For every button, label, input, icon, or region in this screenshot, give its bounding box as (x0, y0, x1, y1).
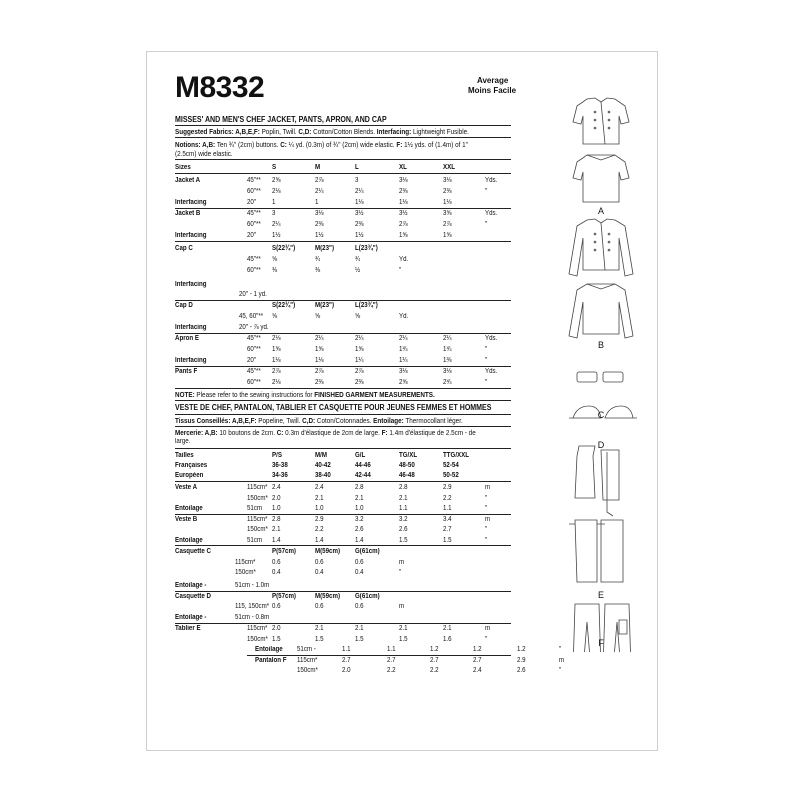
size-header: L(23¾") (355, 302, 378, 309)
yardage-value: 2¾ (443, 379, 452, 386)
fabric-width: 150cm* (247, 635, 268, 643)
yardage-value: 1 (315, 199, 319, 206)
yardage-value: 2¼ (399, 335, 408, 342)
view-label-a: A (597, 206, 604, 216)
yardage-value: 2.8 (355, 484, 364, 491)
fabric-width: 60"** (247, 346, 261, 353)
yardage-value: 2.7 (473, 656, 482, 664)
yardage-value: ⅝ (272, 256, 278, 263)
yardage-value: 1⅛ (272, 357, 281, 364)
yardage-value: 2⅛ (272, 379, 281, 386)
jacket-b-back-icon (569, 284, 633, 338)
yardage-value: 2⅜ (315, 379, 324, 386)
yardage-value: 2.2 (443, 494, 452, 502)
divider (175, 300, 511, 301)
yardage-value: 1⅝ (399, 232, 408, 239)
pattern-number: M8332 (175, 71, 265, 104)
size-header: XL (399, 164, 407, 171)
difficulty-french: Moins Facile (468, 86, 517, 95)
yardage-value: 2⅛ (272, 188, 281, 195)
yardage-value: 1⅝ (443, 232, 452, 239)
fabric-width: 115cm* (247, 625, 268, 632)
yardage-value: 2⅝ (272, 177, 281, 184)
title-french: VESTE DE CHEF, PANTALON, TABLIER ET CASQUETTE POUR JEUNES FEMMES ET HOMMES (175, 403, 492, 412)
unit: m (559, 656, 565, 664)
yardage-value: 2.2 (430, 667, 439, 674)
yardage-value: 2.4 (272, 484, 281, 491)
yardage-value: 0.6 (355, 558, 364, 566)
yardage-value: 2¼ (315, 188, 324, 195)
yardage-value: 0.6 (355, 603, 364, 610)
yardage-value: 1.5 (443, 536, 452, 544)
divider (175, 366, 511, 367)
row-label: Tablier E (175, 625, 201, 632)
notions-english: Notions: A,B: Ten ¾" (2cm) buttons. C: ¼ yd. (0.3m) of ¾" (2cm) wide elastic. F: 1½ yds. of (1.4m) of 1" (175, 140, 468, 149)
size-header: 34-36 (272, 472, 288, 479)
row-label: Entoilage - (175, 614, 207, 621)
size-header: L(23¾") (355, 245, 378, 252)
divider (247, 655, 511, 656)
yardage-value: 1½ (315, 232, 324, 239)
yardage-value: 1.1 (342, 646, 351, 653)
size-header: 36-38 (272, 462, 288, 469)
row-label: Interfacing (175, 232, 207, 239)
unit: " (559, 667, 562, 674)
notions-french-line2: large. (175, 438, 191, 445)
yardage-value: 1.0 (272, 505, 281, 512)
view-label-f: F (598, 638, 604, 648)
row-label: Interfacing (175, 199, 207, 206)
yardage-value: 1.2 (517, 646, 526, 653)
yardage-value: 2.9 (517, 656, 526, 664)
size-label: Françaises (175, 462, 208, 469)
size-header: M (315, 164, 321, 171)
fabric-width: 60"** (247, 379, 261, 386)
size-header: TTG/XXL (443, 452, 470, 459)
yardage-value: 2.9 (443, 484, 452, 491)
yardage-value: 1.4 (355, 536, 364, 544)
views-column (565, 92, 645, 652)
unit: " (399, 267, 402, 274)
yardage-value: 2.7 (443, 526, 452, 533)
size-header: 44-46 (355, 462, 371, 469)
unit: Yds. (485, 335, 498, 342)
fabrics-english: Suggested Fabrics: A,B,E,F: Poplin, Twill. C,D: Cotton/Cotton Blends. Interfacing: Lightweight Fusible. (175, 127, 469, 136)
size-header: 46-48 (399, 472, 415, 479)
size-header: 42-44 (355, 472, 371, 479)
difficulty-english: Average (477, 76, 509, 85)
divider (175, 426, 511, 427)
yardage-value: 1.0 (315, 505, 324, 512)
interfacing-value: 51cm - 1.0m (235, 581, 270, 589)
fabric-width: 45, 60"** (239, 313, 264, 320)
size-label: Européen (175, 472, 204, 479)
unit: " (485, 526, 488, 533)
yardage-value: 1¾ (443, 346, 452, 353)
yardage-value: 2⅞ (443, 221, 452, 228)
jacket-a-front-icon (573, 98, 629, 144)
fabric-width: 115, 150cm* (235, 603, 270, 610)
fabrics-french: Tissus Conseillés: A,B,E,F: Popeline, Twill. C,D: Coton/Cotonnades. Entoilage: Thermocollant léger. (175, 416, 463, 425)
yardage-value: 1.2 (430, 646, 439, 653)
row-label: Pants F (175, 368, 198, 375)
yardage-value: 2⅜ (355, 221, 364, 228)
yardage-value: 1.5 (272, 635, 281, 643)
yardage-value: 3 (272, 210, 276, 217)
unit: Yds. (485, 210, 498, 217)
row-label: Entoilage (175, 536, 203, 544)
yardage-value: 3⅛ (399, 177, 408, 184)
divider (175, 333, 511, 334)
size-header: P/S (272, 452, 282, 459)
size-header: M(23") (315, 302, 335, 309)
apron-e-icon (569, 446, 623, 582)
title-english: MISSES' AND MEN'S CHEF JACKET, PANTS, APRON, AND CAP (175, 115, 387, 124)
cap-c-label: Casquette C (175, 548, 211, 555)
fabric-width: 150cm* (235, 569, 256, 576)
unit: " (485, 379, 488, 386)
yardage-value: 1.1 (399, 505, 408, 512)
row-label: Interfacing (175, 324, 207, 331)
yardage-value: 1.5 (355, 635, 364, 643)
yardage-value: 2¼ (315, 335, 324, 342)
yardage-value: 1¼ (355, 357, 364, 364)
yardage-value: 2.1 (399, 625, 408, 632)
unit: " (399, 569, 402, 576)
fabric-width: 20" (247, 199, 257, 206)
interfacing-value: 51cm - 0.8m (235, 614, 270, 621)
fabric-width: 115cm* (247, 484, 268, 491)
fabric-width: 51cm - (297, 646, 316, 653)
yardage-value: 1½ (355, 232, 364, 239)
row-label: Veste A (175, 484, 198, 491)
yardage-value: 2.7 (387, 656, 396, 664)
size-header: G/L (355, 452, 366, 459)
yardage-value: ¾ (355, 256, 361, 263)
fabric-width: 60"** (247, 188, 261, 195)
yardage-value: ½ (355, 267, 361, 274)
yardage-value: 1⅝ (272, 346, 281, 353)
row-label: Pantalon F (255, 656, 287, 664)
unit: m (399, 558, 405, 566)
yardage-value: 2.6 (399, 526, 408, 533)
yardage-value: 2⅜ (399, 188, 408, 195)
yardage-value: 2¼ (355, 335, 364, 342)
yardage-value: 2⅞ (315, 368, 324, 375)
divider (175, 591, 511, 592)
yardage-value: 1⅝ (315, 346, 324, 353)
yardage-value: ⅝ (355, 313, 361, 320)
fabric-width: 45"** (247, 368, 261, 375)
size-header: M(23") (315, 245, 335, 252)
divider (175, 623, 511, 624)
pattern-envelope-back (146, 51, 658, 751)
divider (175, 545, 511, 546)
yardage-value: 1.6 (443, 635, 452, 643)
yardage-value: 2.0 (342, 667, 351, 674)
jacket-a-back-icon (573, 155, 629, 202)
yardage-value: 1¾ (399, 346, 408, 353)
yardage-value: 1⅛ (443, 199, 452, 206)
yardage-value: ⅜ (272, 267, 278, 274)
size-header: 52-54 (443, 462, 459, 469)
yardage-value: 2¼ (272, 221, 281, 228)
size-header: P(57cm) (272, 592, 296, 600)
size-header: S(22¾") (272, 302, 296, 309)
unit: Yds. (485, 177, 498, 184)
divider (175, 481, 511, 482)
row-label: Veste B (175, 515, 198, 523)
yardage-value: 3⅛ (399, 368, 408, 375)
size-header: TG/XL (399, 452, 418, 459)
size-header: M/M (315, 452, 327, 459)
cap-d-label: Cap D (175, 302, 193, 309)
view-label-b: B (597, 340, 604, 350)
fabric-width: 20" (247, 232, 257, 239)
fabric-width: 45"** (247, 210, 261, 217)
unit: " (559, 646, 562, 653)
yardage-value: 2.7 (430, 656, 439, 664)
yardage-value: 2⅞ (272, 368, 281, 375)
yardage-value: 2.1 (315, 625, 324, 632)
yardage-value: 3.2 (355, 515, 364, 523)
unit: m (485, 625, 491, 632)
yardage-value: 2.7 (342, 656, 351, 664)
size-header: XXL (443, 164, 455, 171)
divider (175, 137, 511, 138)
yardage-value: 2.8 (272, 515, 281, 523)
yardage-value: 0.4 (355, 569, 364, 576)
view-label-d: D (597, 440, 605, 450)
fabric-width: 60"** (247, 221, 261, 228)
yardage-value: 2¼ (355, 188, 364, 195)
row-label: Entoilage (255, 646, 283, 653)
fabric-width: 115cm* (247, 515, 268, 523)
size-header: P(57cm) (272, 548, 296, 555)
yardage-value: 2.9 (315, 515, 324, 523)
size-header: 48-50 (399, 462, 415, 469)
size-header: S (272, 164, 277, 171)
yardage-value: 2⅜ (443, 188, 452, 195)
divider (175, 173, 511, 174)
row-label: Entoilage - (175, 581, 207, 589)
unit: " (485, 357, 488, 364)
yardage-value: 2.1 (355, 494, 364, 502)
size-header: M(59cm) (315, 592, 340, 600)
yardage-value: 1⅛ (355, 199, 364, 206)
yardage-value: ¾ (315, 256, 321, 263)
fabric-width: 150cm* (297, 667, 318, 674)
jacket-b-front-icon (569, 219, 633, 276)
cap-d-label: Casquette D (175, 592, 211, 600)
yardage-value: 1.2 (473, 646, 482, 653)
yardage-value: 2.1 (355, 625, 364, 632)
yardage-value: 2.4 (473, 667, 482, 674)
cap-c-icon (577, 372, 623, 382)
yardage-value: 0.6 (315, 558, 324, 566)
yardage-value: 1 (272, 199, 276, 206)
view-label-c: C (597, 410, 605, 420)
yardage-value: 2.4 (315, 484, 324, 491)
notions-french: Mercerie: A,B: 10 boutons de 2cm. C: 0.3m d'élastique de 2cm de large. F: 1.4m d'élastique de 2.5cm - de (175, 428, 476, 437)
fabric-width: 150cm* (247, 526, 268, 533)
unit: Yd. (399, 313, 409, 320)
yardage-value: 0.6 (315, 603, 324, 610)
yardage-value: 1.5 (315, 635, 324, 643)
divider (175, 125, 511, 126)
yardage-value: 2⅜ (315, 221, 324, 228)
yardage-value: 0.4 (272, 569, 281, 576)
yardage-value: 3 (355, 177, 359, 184)
yardage-value: 2⅛ (272, 335, 281, 342)
unit: Yd. (399, 256, 409, 263)
yardage-value: 1.5 (399, 635, 408, 643)
fabric-width: 115cm* (235, 558, 256, 566)
yardage-value: 2.8 (399, 484, 408, 491)
sizes-label: Sizes (175, 164, 191, 171)
yardage-value: 2.0 (272, 625, 281, 632)
yardage-value: ⅜ (315, 267, 321, 274)
yardage-value: 2.6 (355, 526, 364, 533)
unit: " (485, 494, 488, 502)
yardage-value: 3.2 (399, 515, 408, 523)
yardage-value: 3⅝ (443, 210, 452, 217)
yardage-value: 0.6 (272, 603, 281, 610)
size-header: G(61cm) (355, 592, 380, 600)
divider (175, 159, 511, 160)
notions-english-line2: (2.5cm) wide elastic. (175, 149, 233, 158)
divider (175, 448, 511, 449)
view-label-e: E (597, 590, 604, 600)
fabric-width: 51cm (247, 505, 263, 512)
yardage-value: 0.4 (315, 569, 324, 576)
cap-c-label: Cap C (175, 245, 193, 252)
size-header: 50-52 (443, 472, 459, 479)
fabric-width: 45"** (247, 177, 261, 184)
yardage-value: 2.6 (517, 667, 526, 674)
unit: " (485, 346, 488, 353)
fabric-width: 20" (247, 357, 257, 364)
divider (175, 241, 511, 242)
yardage-value: 2⅞ (399, 221, 408, 228)
unit: m (485, 484, 491, 491)
fabric-width: 45"** (247, 256, 261, 263)
divider (175, 414, 511, 415)
yardage-value: 2.1 (315, 494, 324, 502)
fabric-width: 60"** (247, 267, 261, 274)
unit: " (485, 188, 488, 195)
unit: " (485, 536, 488, 544)
yardage-value: 2.1 (443, 625, 452, 632)
divider (175, 208, 511, 209)
size-header: 38-40 (315, 472, 331, 479)
yardage-value: 2⅞ (315, 177, 324, 184)
yardage-value: 3⅛ (443, 177, 452, 184)
fabric-width: 51cm (247, 536, 263, 544)
unit: " (485, 221, 488, 228)
yardage-value: 2⅝ (399, 379, 408, 386)
yardage-value: 3⅛ (315, 210, 324, 217)
yardage-value: 2.2 (387, 667, 396, 674)
yardage-value: 1.1 (443, 505, 452, 512)
yardage-value: 1¼ (399, 357, 408, 364)
yardage-value: 1.1 (387, 646, 396, 653)
unit: " (485, 635, 488, 643)
row-label: Apron E (175, 335, 199, 342)
row-label: Jacket B (175, 210, 201, 217)
yardage-value: 3½ (355, 210, 364, 217)
yardage-value: 3½ (399, 210, 408, 217)
size-header: 40-42 (315, 462, 331, 469)
fabric-width: 45"** (247, 335, 261, 342)
fabric-width: 115cm* (297, 656, 318, 664)
row-label: Interfacing (175, 281, 207, 288)
interfacing-value: 20" - 1 yd. (239, 291, 267, 298)
row-label: Interfacing (175, 357, 207, 364)
garment-illustrations (565, 92, 645, 652)
unit: Yds. (485, 368, 498, 375)
note: NOTE: Please refer to the sewing instructions for FINISHED GARMENT MEASUREMENTS. (175, 390, 435, 399)
fabric-width: 150cm* (247, 494, 268, 502)
unit: " (485, 505, 488, 512)
yardage-value: 1½ (272, 232, 281, 239)
yardage-value: ⅝ (315, 313, 321, 320)
size-label: Tailles (175, 452, 194, 459)
yardage-value: 2.0 (272, 494, 281, 502)
yardage-value: 3⅛ (443, 368, 452, 375)
yardage-value: 1⅜ (443, 357, 452, 364)
yardage-value: 2⅞ (355, 368, 364, 375)
row-label: Entoilage (175, 505, 203, 512)
yardage-value: 2¼ (443, 335, 452, 342)
row-label: Jacket A (175, 177, 201, 184)
yardage-value: 0.6 (272, 558, 281, 566)
yardage-value: 1⅛ (399, 199, 408, 206)
yardage-value: 3.4 (443, 515, 452, 523)
size-header: M(59cm) (315, 548, 340, 555)
yardage-value: 1.0 (355, 505, 364, 512)
yardage-value: 1⅛ (315, 357, 324, 364)
unit: m (485, 515, 491, 523)
yardage-value: 1.4 (272, 536, 281, 544)
yardage-value: 1⅝ (355, 346, 364, 353)
yardage-value: 2⅜ (355, 379, 364, 386)
interfacing-value: 20" - ⅞ yd. (239, 324, 269, 331)
divider (175, 388, 511, 389)
yardage-value: 2.2 (315, 526, 324, 533)
size-header: G(61cm) (355, 548, 380, 555)
size-header: S(22¾") (272, 245, 296, 252)
size-header: L (355, 164, 359, 171)
divider (175, 400, 511, 401)
divider (175, 514, 511, 515)
yardage-value: ⅝ (272, 313, 278, 320)
yardage-value: 1.5 (399, 536, 408, 544)
yardage-value: 2.1 (399, 494, 408, 502)
unit: m (399, 603, 405, 610)
yardage-value: 1.4 (315, 536, 324, 544)
yardage-value: 2.1 (272, 526, 281, 533)
